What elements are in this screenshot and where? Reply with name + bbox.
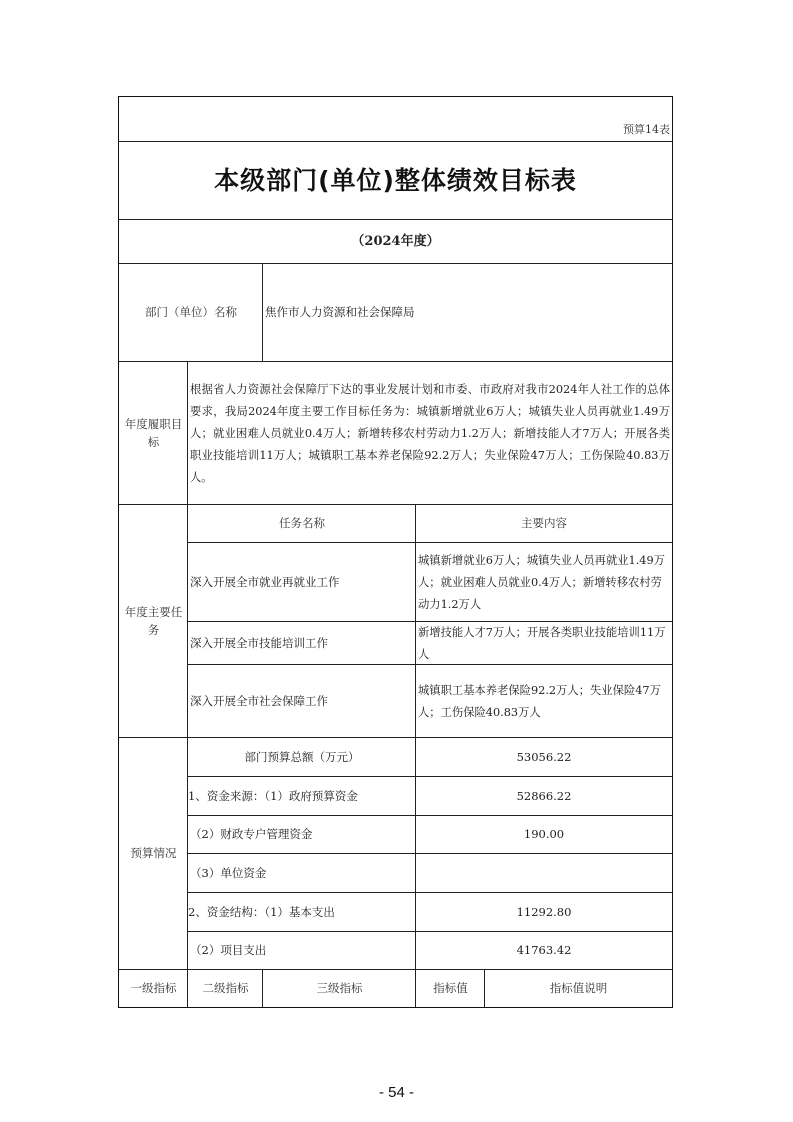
level-1-indicator-header: 一级指标 [130,980,177,995]
budget-project-expense-label: （2）项目支出 [190,943,267,958]
performance-target-table [118,96,673,1008]
budget-total-value: 53056.22 [516,749,572,764]
task-name-header: 任务名称 [279,516,325,531]
budget-label: 预算情况 [130,846,177,861]
budget-project-expense-value: 41763.42 [516,943,572,958]
level-3-indicator-header: 三级指标 [316,980,363,995]
annual-tasks-label: 年度主要任务 [124,604,183,637]
task-content-header: 主要内容 [521,516,567,531]
page-title: 本级部门(单位)整体绩效目标表 [214,165,577,195]
level-2-indicator-header: 二级指标 [202,980,249,995]
budget-unit-funds-label: （3）单位资金 [190,865,267,880]
form-number: 预算14表 [623,122,670,136]
task-row-2-content: 新增技能人才7万人；开展各类职业技能培训11万人 [418,625,666,661]
budget-gov-funds-value: 52866.22 [516,788,572,803]
budget-special-account-label: （2）财政专户管理资金 [190,827,313,842]
budget-total-label: 部门预算总额（万元） [244,749,360,764]
budget-basic-expense-value: 11292.80 [516,904,572,919]
task-row-2-name: 深入开展全市技能培训工作 [190,635,328,650]
task-row-3-content: 城镇职工基本养老保险92.2万人；失业保险47万人；工伤保险40.83万人 [418,683,661,719]
annual-goal-label: 年度履职目标 [124,416,183,449]
indicator-value-header: 指标值 [433,980,468,995]
annual-goal-text: 根据省人力资源社会保障厅下达的事业发展计划和市委、市政府对我市2024年人社工作的总体要求，我局2024年度主要工作目标任务为：城镇新增就业6万人；城镇失业人员再就业1.49万人；就业困难人员就业0.4万人；新增转移农村劳动力1.2万人；新增技能人才7万人；开展各类职业技能培训11万人；城镇职工基本养老保险92.2万人；失业保险47万人；工伤保险40.83万人。 [190,382,670,484]
department-label: 部门（单位）名称 [145,305,237,320]
page-number: - 54 - [378,1084,414,1101]
budget-basic-expense-label: 2、资金结构：（1）基本支出 [188,904,335,919]
budget-gov-funds-label: 1、资金来源：（1）政府预算资金 [188,788,358,803]
fiscal-year: （2024年度） [351,233,440,249]
department-name: 焦作市人力资源和社会保障局 [265,305,415,320]
indicator-description-header: 指标值说明 [549,980,608,995]
budget-unit-funds-value [416,854,672,893]
task-row-1-content: 城镇新增就业6万人；城镇失业人员再就业1.49万人；就业困难人员就业0.4万人；新增转移农村劳动力1.2万人 [418,553,665,611]
task-row-1-name: 深入开展全市就业再就业工作 [190,574,340,589]
budget-special-account-value: 190.00 [523,827,565,842]
task-row-3-name: 深入开展全市社会保障工作 [190,693,328,708]
